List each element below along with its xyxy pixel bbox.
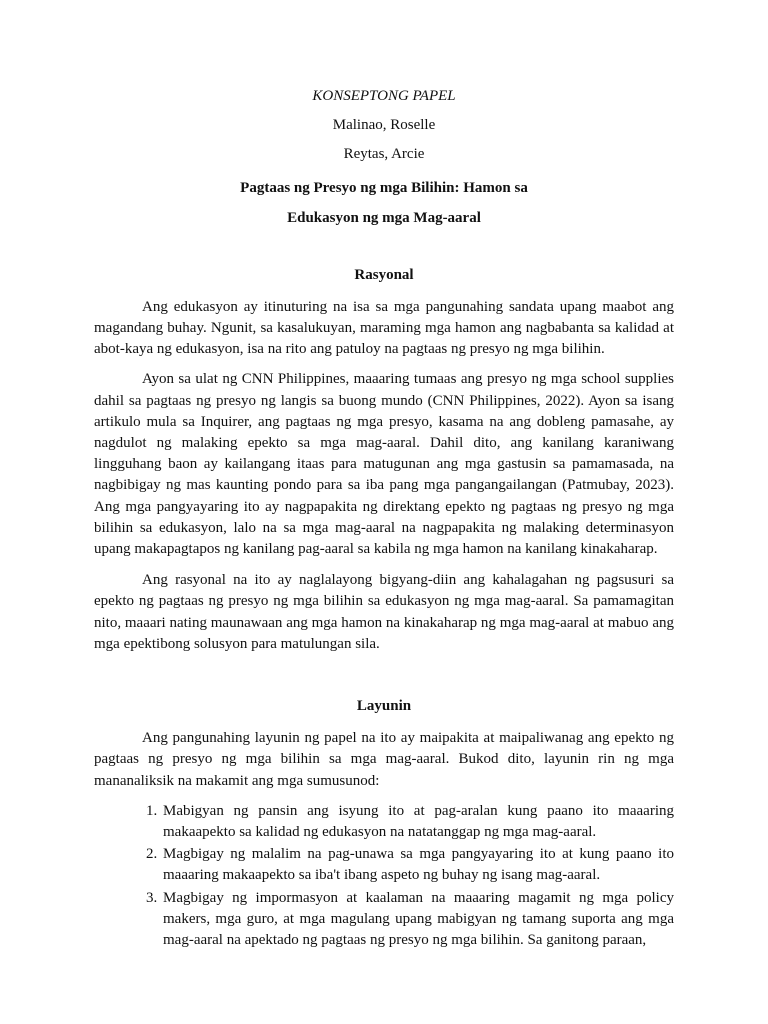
objectives-list xyxy=(94,801,674,951)
layunin-intro: Ang pangunahing layunin ng papel na ito ay maipakita at maipaliwanag ang epekto ng pagtaas ng presyo ng mga bilihin sa mga mag-aaral. Bukod dito, layunin rin ng mga mananaliksik na makamit ang mga sumusunod: xyxy=(94,730,674,789)
paper-title-line-2: Edukasyon ng mga Mag-aaral xyxy=(287,210,481,227)
document-content xyxy=(94,86,674,952)
author-name-2: Reytas, Arcie xyxy=(343,146,425,163)
objective-item-2: 2. Magbigay ng malalim na pag-unawa sa mga pangyayaring ito at kung paano ito maaaring makaapekto sa iba't ibang aspeto ng buhay ng isang mag-aaral. xyxy=(161,844,674,886)
paper-title-line-1: Pagtaas ng Presyo ng mga Bilihin: Hamon sa xyxy=(240,179,528,196)
layunin-heading: Layunin xyxy=(356,698,412,715)
rasyonal-paragraph-1: Ang edukasyon ay itinuturing na isa sa mga pangunahing sandata upang maabot ang magandang buhay. Ngunit, sa kasalukuyan, maraming mga hamon ang nagbabanta sa kalidad at abot-kaya ng edukasyon, isa na rito ang patuloy na pagtaas ng presyo ng mga bilihin. xyxy=(94,298,674,358)
objective-item-1: 1. Mabigyan ng pansin ang isyung ito at pag-aralan kung paano ito maaaring makaapekto sa kalidad ng edukasyon na natatanggap ng mga mag-aaral. xyxy=(161,801,674,843)
author-name-1: Malinao, Roselle xyxy=(332,117,436,134)
document-type: KONSEPTONG PAPEL xyxy=(312,88,456,104)
rasyonal-paragraph-2: Ayon sa ulat ng CNN Philippines, maaaring tumaas ang presyo ng mga school supplies dahil sa pagtaas ng presyo ng langis sa buong mundo (CNN Philippines, 2022). Ayon sa isang artikulo mula sa Inquirer, ang pagtaas ng mga presyo, kasama na ang dobleng pamasahe, ay nagdulot ng malaking epekto sa mga mag-aaral. Dahil dito, ang kanilang karaniwang lingguhang baon ay kailangang itaas para matugunan ang mga gastusin sa pamamasada, na nagbibigay ng mas kaunting pondo para sa iba pang mga pangangailangan (Patmubay, 2023). Ang mga pangyayaring ito ay nagpapakita ng direktang epekto ng pagtaas ng presyo ng mga bilihin sa edukasyon, lalo na sa mga mag-aaral na nagpapakita ng malaking determinasyon upang makapagtapos ng kanilang pag-aaral sa kabila ng mga hamon na kanilang kinakaharap. xyxy=(94,371,674,558)
objective-item-3: 3. Magbigay ng impormasyon at kaalaman na maaaring magamit ng mga policy makers, mga guro, at mga magulang upang mabigyan ng tamang suporta ang mga mag-aaral na apektado ng pagtaas ng presyo ng mga bilihin. Sa ganitong paraan, xyxy=(161,888,674,952)
rasyonal-heading: Rasyonal xyxy=(354,266,414,283)
rasyonal-paragraph-3: Ang rasyonal na ito ay naglalayong bigyang-diin ang kahalagahan ng pagsusuri sa epekto ng pagtaas ng presyo ng mga bilihin sa edukasyon ng mga mag-aaral. Sa pamamagitan nito, maaari nating maunawaan ang mga hamon na kinakaharap ng mga mag-aaral at mabuo ang mga epektibong solusyon para matulungan sila. xyxy=(94,572,674,652)
